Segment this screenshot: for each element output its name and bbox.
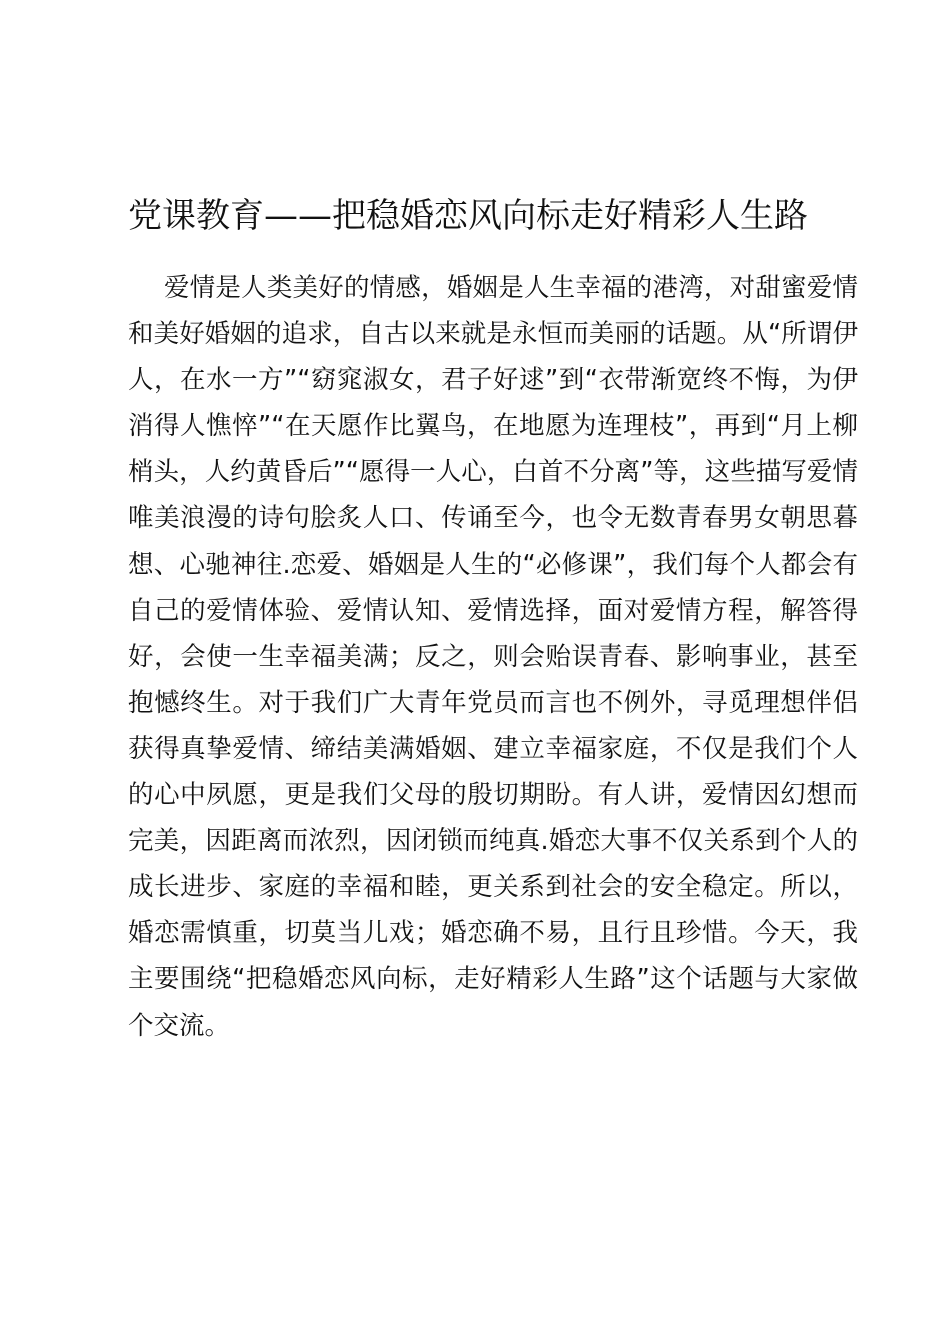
paragraph-line: 的心中夙愿，更是我们父母的殷切期盼。有人讲，爱情因幻想而 <box>128 780 858 811</box>
body-paragraph <box>128 265 858 1049</box>
paragraph-line: 主要围绕“把稳婚恋风向标，走好精彩人生路”这个话题与大家做 <box>128 964 858 995</box>
paragraph-line: 人，在水一方”“窈窕淑女，君子好逑”到“衣带渐宽终不悔，为伊 <box>128 365 858 396</box>
paragraph-line: 爱情是人类美好的情感，婚姻是人生幸福的港湾，对甜蜜爱情 <box>164 273 858 303</box>
paragraph-line: 个交流。 <box>128 1010 231 1041</box>
paragraph-line: 梢头，人约黄昏后”“愿得一人心，白首不分离”等，这些描写爱情 <box>128 457 858 488</box>
paragraph-line: 成长进步、家庭的幸福和睦，更关系到社会的安全稳定。所以， <box>128 872 858 903</box>
paragraph-line: 抱憾终生。对于我们广大青年党员而言也不例外，寻觅理想伴侣 <box>128 687 858 718</box>
paragraph-line: 唯美浪漫的诗句脍炙人口、传诵至今，也令无数青春男女朝思暮 <box>128 503 858 534</box>
document-title: 党课教育——把稳婚恋风向标走好精彩人生路 <box>128 196 808 236</box>
paragraph-line: 好，会使一生幸福美满；反之，则会贻误青春、影响事业，甚至 <box>128 641 858 672</box>
paragraph-line: 想、心驰神往.恋爱、婚姻是人生的“必修课”，我们每个人都会有 <box>128 549 858 580</box>
paragraph-line: 消得人憔悴”“在天愿作比翼鸟，在地愿为连理枝”，再到“月上柳 <box>128 411 858 442</box>
paragraph-line: 和美好婚姻的追求，自古以来就是永恒而美丽的话题。从“所谓伊 <box>128 319 858 350</box>
paragraph-line: 婚恋需慎重，切莫当儿戏；婚恋确不易，且行且珍惜。今天，我 <box>128 918 858 949</box>
paragraph-line: 自己的爱情体验、爱情认知、爱情选择，面对爱情方程，解答得 <box>128 595 858 626</box>
paragraph-line: 获得真挚爱情、缔结美满婚姻、建立幸福家庭，不仅是我们个人 <box>128 733 858 764</box>
paragraph-line: 完美，因距离而浓烈，因闭锁而纯真.婚恋大事不仅关系到个人的 <box>128 826 858 857</box>
